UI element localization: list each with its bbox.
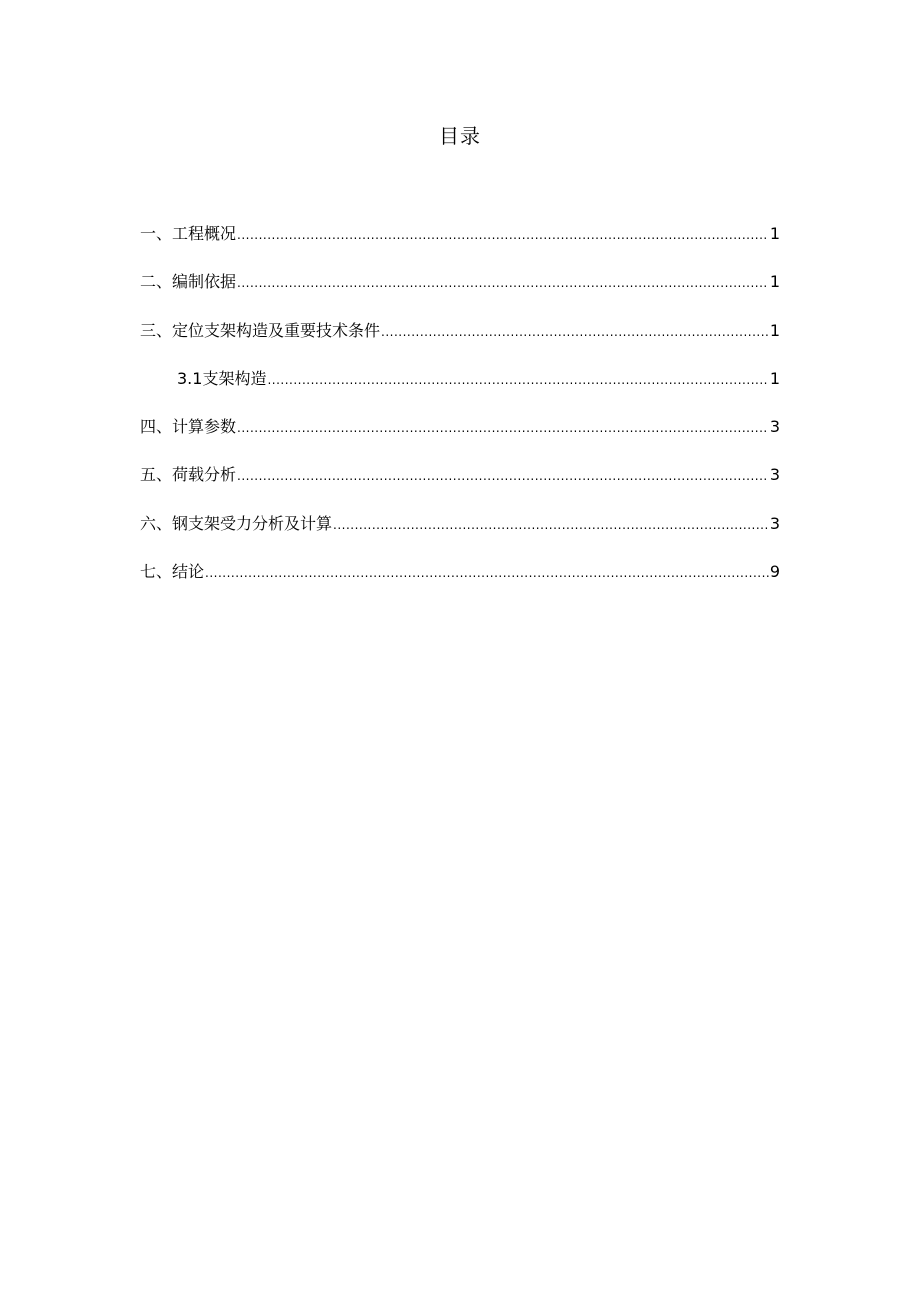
toc-entry-page: 1: [769, 368, 780, 388]
toc-entry-label: 钢支架受力分析及计算: [172, 513, 333, 533]
toc-entry-page: 3: [769, 417, 780, 437]
toc-entry-label: 计算参数: [172, 417, 237, 437]
toc-dot-leader: [237, 462, 769, 490]
toc-entry-2[interactable]: [140, 268, 780, 316]
toc-entry-3-1[interactable]: [140, 365, 780, 413]
toc-dot-leader: [237, 414, 769, 442]
toc-entry-number: 三、: [140, 320, 173, 340]
toc-entry-page: 1: [769, 320, 780, 340]
toc-entry-6[interactable]: [140, 510, 780, 558]
toc-entry-4[interactable]: [140, 413, 780, 461]
toc-entry-number: 二、: [140, 272, 173, 292]
toc-entry-number: 四、: [140, 417, 173, 437]
toc-dot-leader: [237, 269, 769, 297]
toc-entry-page: 1: [769, 224, 780, 243]
toc-dot-leader: [267, 366, 768, 394]
toc-dot-leader: [205, 559, 769, 587]
toc-entry-page: 9: [769, 562, 780, 582]
toc-entry-label: 荷载分析: [172, 465, 237, 485]
toc-entry-number: 六、: [140, 513, 173, 533]
toc-dot-leader: [381, 318, 769, 346]
toc-entry-label: 定位支架构造及重要技术条件: [172, 320, 381, 340]
toc-entry-number: 3.1: [177, 368, 203, 388]
toc-entry-number: 五、: [140, 465, 173, 485]
toc-dot-leader: [333, 511, 769, 539]
toc-entry-page: 1: [769, 272, 780, 292]
toc-entry-page: 3: [769, 513, 780, 533]
toc-entry-page: 3: [769, 465, 780, 485]
toc-entry-label: 结论: [172, 562, 205, 582]
toc-title: 目录: [439, 124, 481, 148]
toc-entry-label: 支架构造: [202, 368, 267, 388]
toc-entry-label: 工程概况: [172, 224, 237, 243]
toc-entry-label: 编制依据: [172, 272, 237, 292]
toc-entry-3[interactable]: [140, 317, 780, 365]
toc-entry-5[interactable]: [140, 461, 780, 509]
toc-list: [140, 220, 780, 606]
toc-entry-number: 七、: [140, 562, 173, 582]
toc-entry-number: 一、: [140, 224, 173, 243]
toc-dot-leader: [237, 221, 769, 249]
toc-entry-1[interactable]: [140, 220, 780, 268]
toc-entry-7[interactable]: [140, 558, 780, 606]
